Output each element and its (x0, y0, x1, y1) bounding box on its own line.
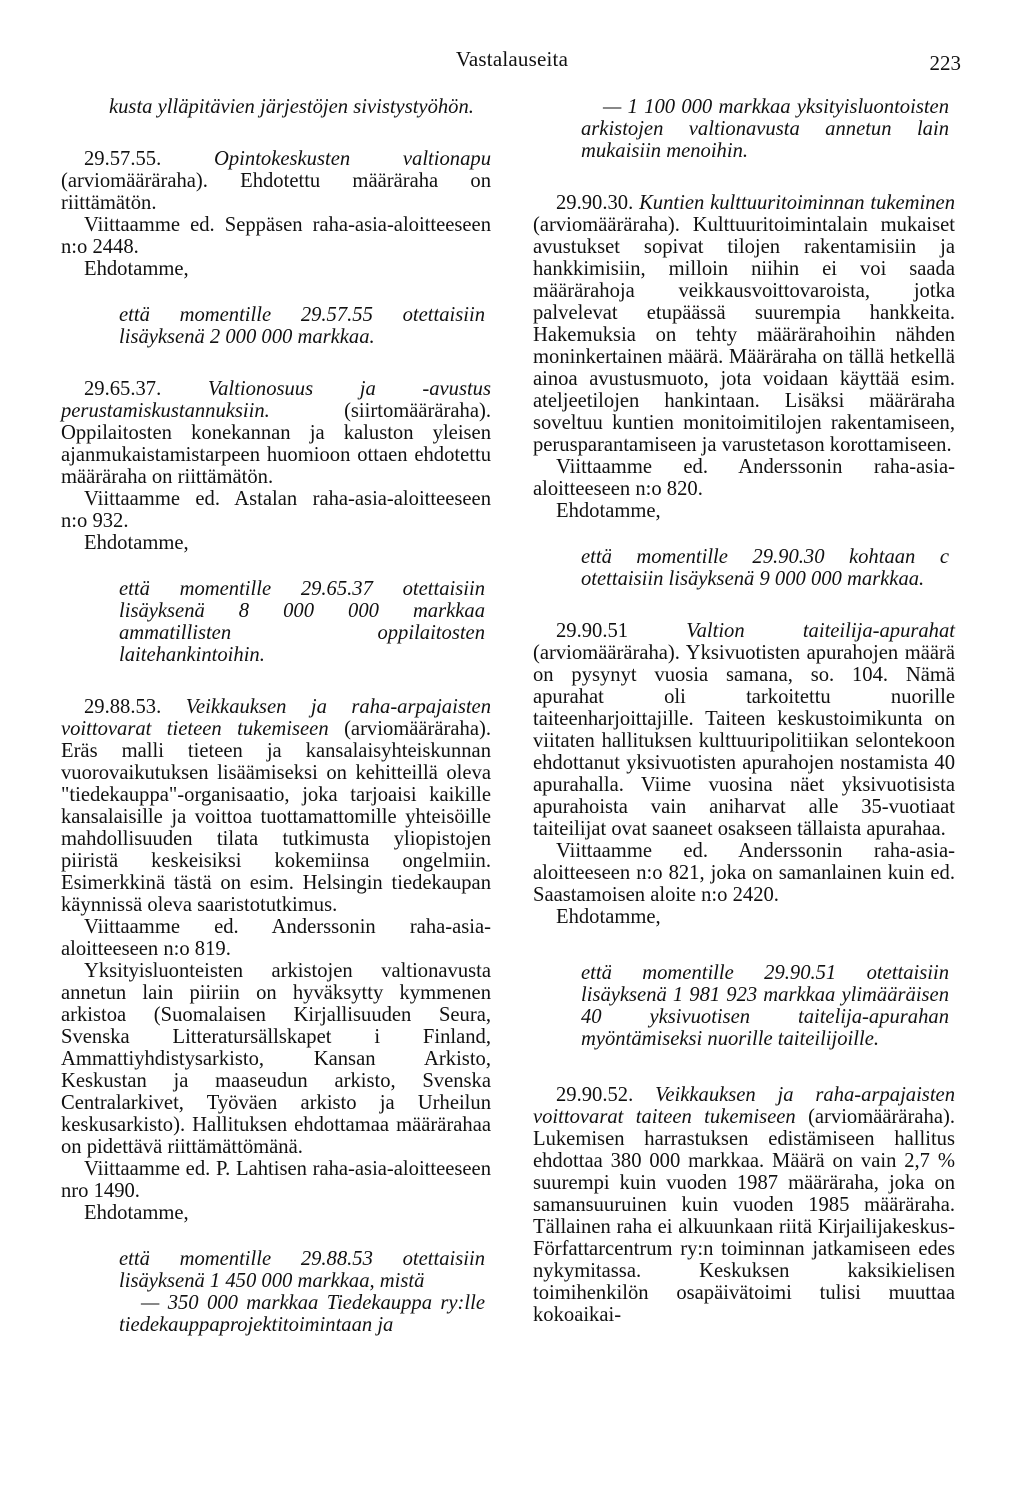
motion-text: että momentille 29.90.30 kohtaan c otettaisiin lisäyksenä 9 000 000 markkaa. (581, 546, 949, 590)
motion-text: että momentille 29.90.51 otettaisiin lisäyksenä 1 981 923 markkaa ylimääräisen 40 yksivuotisen taitelija-apurahan myöntämiseksi nuorille taiteilijoille. (581, 962, 949, 1050)
proposal-lead: Ehdotamme, (84, 1202, 189, 1224)
running-header-title: Vastalauseita (455, 47, 569, 71)
section-29-57-55 (61, 148, 491, 214)
section-title: Valtionosuus ja -avustus perustamiskustannuksiin. (61, 378, 491, 422)
section-number: 29.65.37. (84, 378, 162, 400)
reference-paragraph: Viittaamme ed. Seppäsen raha-asia-aloitteeseen n:o 2448. (61, 214, 491, 258)
section-number: 29.90.30. (556, 192, 634, 214)
reference-paragraph: Viittaamme ed. Anderssonin raha-asia-aloitteeseen n:o 820. (533, 456, 955, 500)
body-paragraph: Yksityisluonteisten arkistojen valtionavusta annetun lain piiriin on hyväksytty kymmenen arkistoa (Suomalaisen Kirjallisuuden Seura, Svenska Litteratursällskapet i Finland, Ammattiyhdistysarkisto, Kansan Arkisto, Keskustan ja maaseudun arkisto, Svenska Centralarkivet, Työväen arkisto ja Urheilun keskusarkisto). Hallituksen ehdottamaa määrärahaa on pidettävä riittämättömänä. (61, 960, 491, 1158)
section-title: Kuntien kulttuuritoiminnan tukeminen (639, 192, 955, 214)
section-body: (arviomääräraha). Kulttuuritoimintalain mukaiset avustukset sopivat tilojen rakentamisiin ja hankkimisiin, milloin niihin ei voi saada määrärahoja veikkausvoittovaroista, jotka palvelevat etupäässä suurempia hankkeita. Hakemuksia on tehty määrärahoihin nähden moninkertainen määrä. Määräraha on tällä hetkellä ainoa avustusmuoto, jota voidaan käyttää esim. ateljeetilojen hankintaan. Lisäksi määräraha soveltuu kuntien monitoimitilojen rakentamiseen, perusparantamiseen ja varustetason korottamiseen. (533, 214, 955, 456)
section-29-65-37 (61, 378, 491, 488)
proposal-lead: Ehdotamme, (556, 906, 661, 928)
section-title: Veikkauksen ja raha-arpajaisten voittovarat tieteen tukemiseen (61, 696, 491, 740)
reference-paragraph: Viittaamme ed. Anderssonin raha-asia-aloitteeseen n:o 821, joka on samanlainen kuin ed. Saastamoisen aloite n:o 2420. (533, 840, 955, 906)
motion-text: että momentille 29.57.55 otettaisiin lisäyksenä 2 000 000 markkaa. (119, 304, 485, 348)
motion-text: että momentille 29.65.37 otettaisiin lisäyksenä 8 000 000 markkaa ammatillisten oppilaitosten laitehankintoihin. (119, 578, 485, 666)
section-body: (arviomääräraha). Ehdotettu määräraha on riittämätön. (61, 170, 491, 214)
section-body: (arviomääräraha). Lukemisen harrastuksen edistämiseen hallitus ehdottaa 380 000 markkaa. Määrä on vain 2,7 % suurempi kuin vuoden 1987 määräraha, joka on samansuuruinen kuin vuoden 1985 määräraha. Tällainen raha ei alkuunkaan riitä Kirjailijakeskus-Författarcentrum ry:n toiminnan jatkamiseen edes nykymitassa. Keskuksen kaksikielisen toimihenkilön osapäivätoimi tulisi muuttaa kokoaikai- (533, 1106, 955, 1326)
proposal-lead: Ehdotamme, (84, 258, 189, 280)
section-29-90-30 (533, 192, 955, 456)
reference-paragraph: Viittaamme ed. Anderssonin raha-asia-aloitteeseen n:o 819. (61, 916, 491, 960)
section-29-90-52 (533, 1084, 955, 1326)
reference-paragraph: Viittaamme ed. Astalan raha-asia-aloitteeseen n:o 932. (61, 488, 491, 532)
motion-text-item: — 350 000 markkaa Tiedekauppa ry:lle tiedekauppaprojektitoimintaan ja (119, 1292, 485, 1336)
reference-paragraph: Viittaamme ed. P. Lahtisen raha-asia-aloitteeseen nro 1490. (61, 1158, 491, 1202)
section-number: 29.88.53. (84, 696, 162, 718)
section-29-88-53 (61, 696, 491, 916)
section-title: Veikkauksen ja raha-arpajaisten voittovarat taiteen tukemiseen (533, 1084, 955, 1128)
left-column (61, 96, 491, 1336)
proposal-lead: Ehdotamme, (556, 500, 661, 522)
section-number: 29.90.51 (556, 620, 629, 642)
section-body: (arviomääräraha). Yksivuotisten apurahojen määrä on pysynyt vuosia samana, so. 104. Nämä apurahat oli tarkoitettu nuorille taiteenharjoittajille. Taiteen keskustoimikunta on viitaten hallituksen kulttuuripolitiikan selontekoon ehdottanut yksivuotisten apurahojen nostamista 40 apurahalla. Viime vuosina näet yksivuotisista apurahoista vain aniharvat alle 35-vuotiaat taiteilijat ovat saaneet osakseen tällaista apurahaa. (533, 642, 955, 840)
motion-text: että momentille 29.88.53 otettaisiin lisäyksenä 1 450 000 markkaa, mistä (119, 1248, 485, 1292)
section-29-90-51 (533, 620, 955, 840)
section-title: Valtion taiteilija-apurahat (686, 620, 955, 642)
page-number: 223 (929, 51, 961, 75)
section-body: (arviomääräraha). Eräs malli tieteen ja kansalaisyhteiskunnan vuorovaikutuksen lisäämiseksi on kehitteillä oleva "tiedekauppa"-organisaatio, joka tarjoaisi kaikille kansalaisille ja voittoa tuottamattomille yhteisöille mahdollisuuden tilata tutkimusta yliopistojen piiristä keskeisiksi kokemiinsa ongelmiin. Esimerkkinä tästä on esim. Helsingin tiedekaupan käynnissä oleva saaristotutkimus. (61, 718, 491, 916)
motion-text-item: — 1 100 000 markkaa yksityisluontoisten arkistojen valtionavusta annetun lain mukaisiin menoihin. (581, 96, 949, 162)
section-number: 29.57.55. (84, 148, 162, 170)
proposal-lead: Ehdotamme, (84, 532, 189, 554)
section-title: Opintokeskusten valtionapu (214, 148, 491, 170)
section-number: 29.90.52. (556, 1084, 634, 1106)
continued-motion-text: kusta ylläpitävien järjestöjen sivistystyöhön. (109, 96, 474, 118)
section-body: (siirtomääräraha). Oppilaitosten konekannan ja kaluston yleisen ajanmukaistamistarpeen huomioon ottaen ehdotettu määräraha on riittämätön. (61, 400, 491, 488)
right-column (533, 96, 955, 1326)
